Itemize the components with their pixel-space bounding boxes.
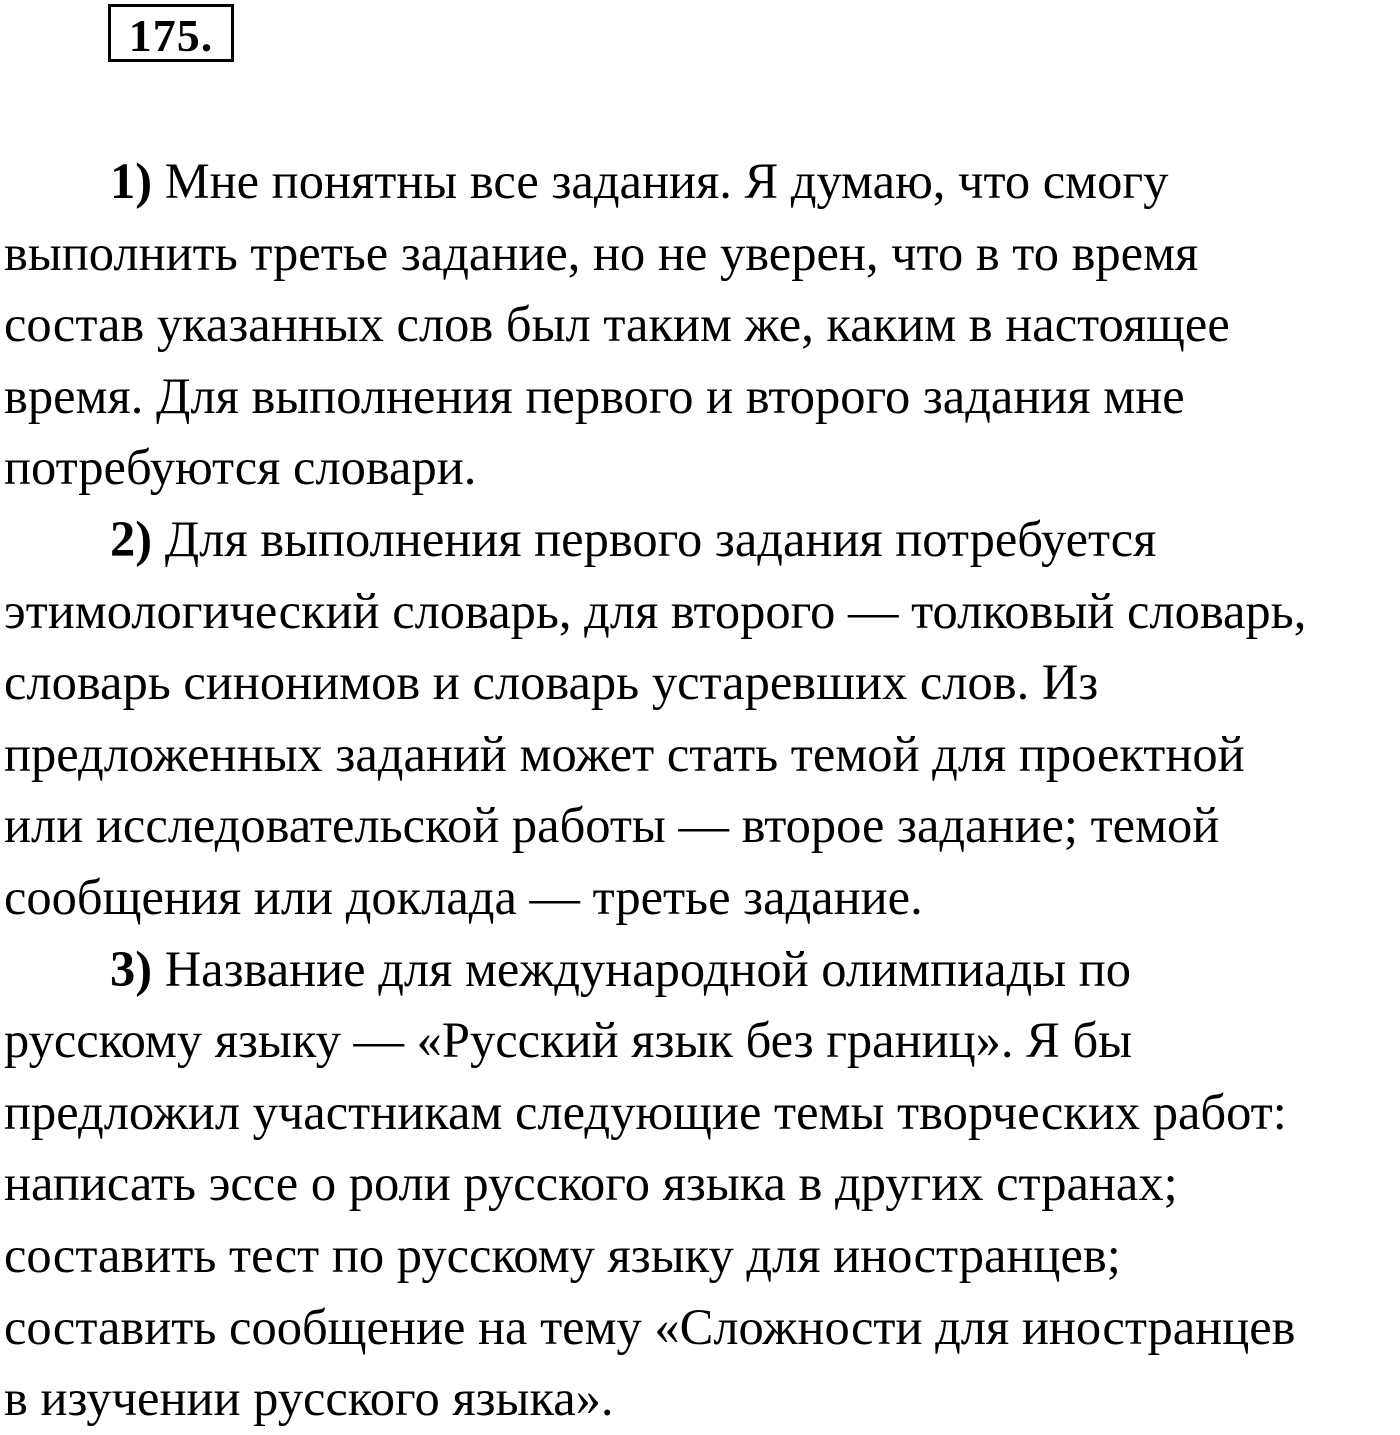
answer-text [4,146,1398,1435]
line-text: Название для международной олимпиады по [152,940,1132,997]
paragraph-2 [4,504,1398,934]
text-line: написать эссе о роли русского языка в других странах; [4,1155,1178,1212]
text-line: или исследовательской работы — второе задание; темой [4,797,1220,854]
text-line: этимологический словарь, для второго — толковый словарь, [4,582,1307,639]
paragraph-number: 2) [110,510,153,567]
paragraph-3 [4,934,1398,1435]
task-number-box: 175. [108,4,234,62]
text-line: составить тест по русскому языку для иностранцев; [4,1226,1121,1283]
text-line: выполнить третье задание, но не уверен, что в то время [4,224,1199,281]
paragraph-1 [4,146,1398,504]
text-line [4,504,1398,576]
text-line: предложил участникам следующие темы творческих работ: [4,1083,1287,1140]
paragraph-number: 3) [110,940,153,997]
text-line: русскому языку — «Русский язык без границ». Я бы [4,1012,1133,1069]
text-line: состав указанных слов был таким же, каким в настоящее [4,296,1230,353]
text-line: предложенных заданий может стать темой для проектной [4,725,1245,782]
text-line: словарь синонимов и словарь устаревших слов. Из [4,654,1099,711]
text-line: в изучении русского языка». [4,1370,614,1427]
text-line [4,934,1398,1006]
text-line: сообщения или доклада — третье задание. [4,868,923,925]
text-line: потребуются словари. [4,439,477,496]
line-text: Для выполнения первого задания потребуется [152,510,1157,567]
paragraph-number: 1) [110,153,153,209]
text-line: время. Для выполнения первого и второго задания мне [4,367,1185,424]
text-line [4,146,1398,218]
line-text: Мне понятны все задания. Я думаю, что смогу [152,153,1169,209]
text-line: составить сообщение на тему «Сложности для иностранцев [4,1298,1296,1355]
